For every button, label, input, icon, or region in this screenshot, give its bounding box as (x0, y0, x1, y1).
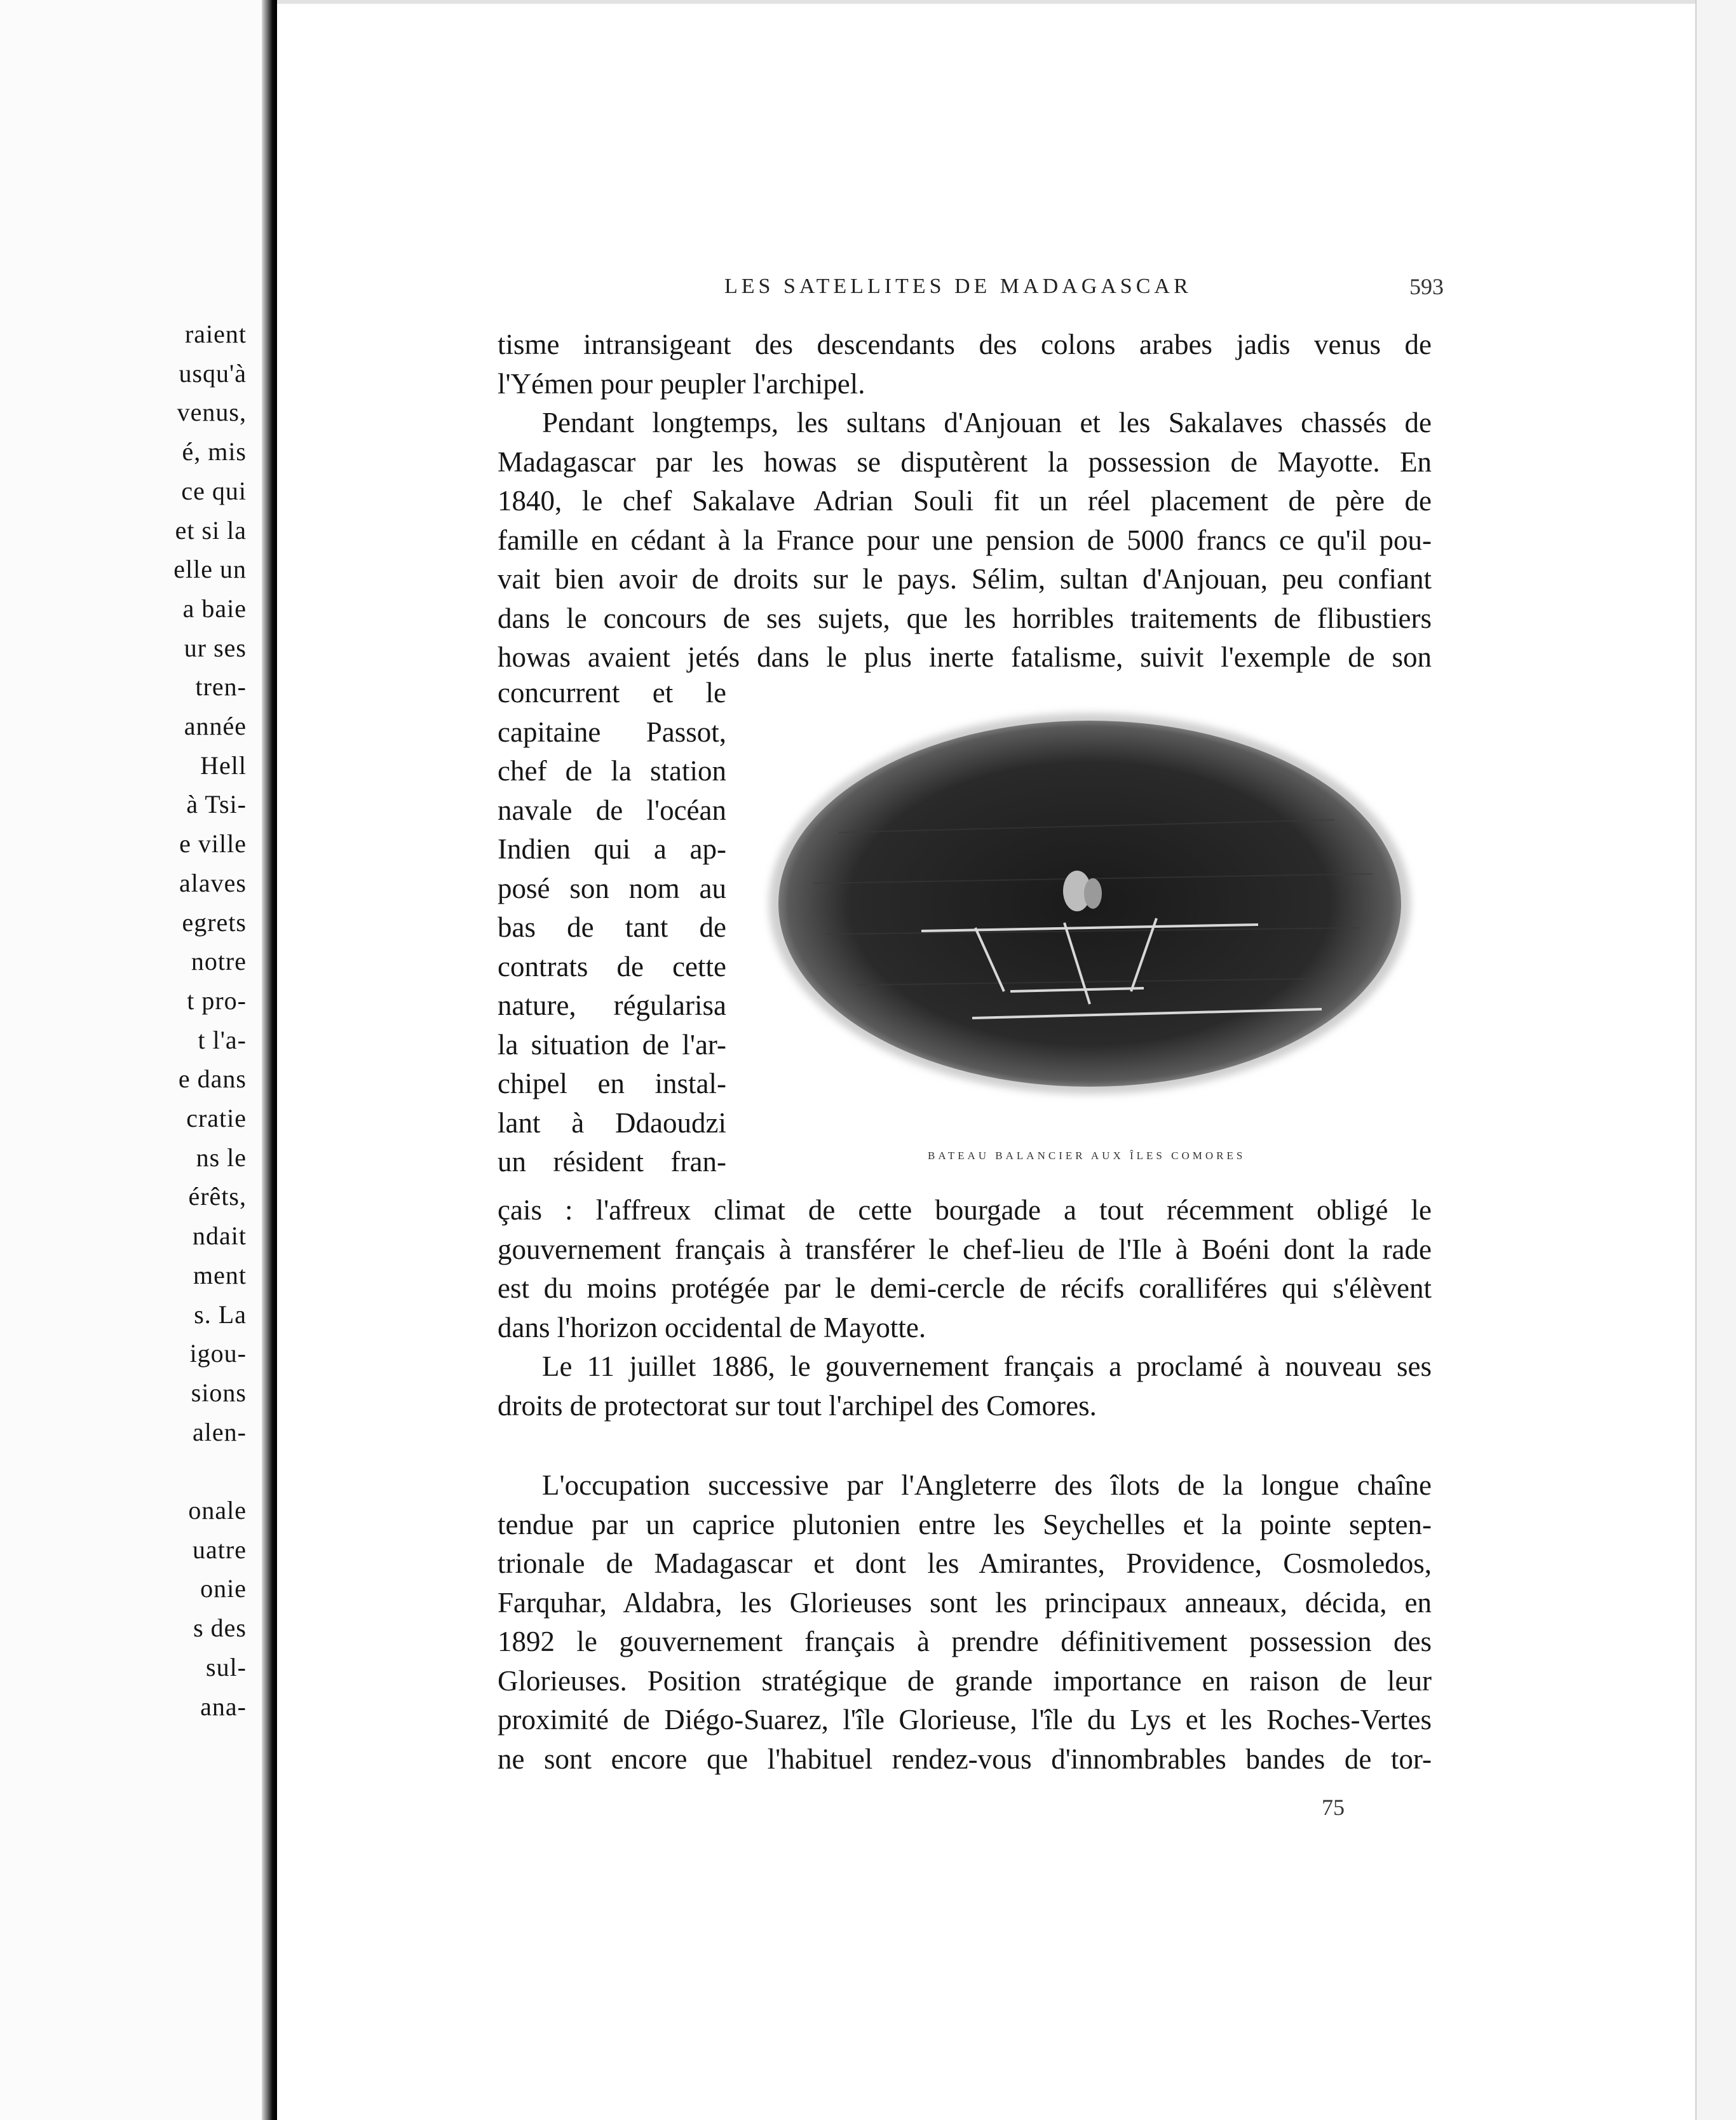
text-line: l'Yémen pour peupler l'archipel. (498, 367, 865, 400)
text-line: ne sont encore que l'habituel rendez-vous d'innombrables bandes de tor- (498, 1743, 1432, 1775)
left-page-line: onie (200, 1574, 247, 1603)
left-page-line: ment (193, 1260, 247, 1289)
text-line: bas de tant de (498, 911, 726, 943)
left-page-line: a baie (182, 594, 247, 623)
left-page-line: alen- (193, 1417, 247, 1446)
text-line: chef de la station (498, 755, 726, 787)
page-number: 593 (1409, 274, 1444, 299)
text-line: la situation de l'ar- (498, 1028, 726, 1061)
text-line: L'occupation successive par l'Angleterre des îlots de la longue chaîne (542, 1469, 1432, 1501)
text-line: navale de l'océan (498, 794, 726, 826)
left-page-line: uatre (193, 1535, 247, 1564)
text-line: çais : l'affreux climat de cette bourgade a tout récemment obligé le (498, 1194, 1432, 1226)
left-page-line: ns le (196, 1143, 247, 1172)
left-page-line: alaves (179, 868, 247, 897)
right-page-edge (1695, 0, 1736, 2120)
left-page-line: ndait (193, 1221, 247, 1251)
text-line: nature, régularisa (498, 989, 726, 1021)
left-page-line: ur ses (184, 633, 247, 662)
left-page-line: e ville (179, 829, 247, 859)
left-page-line: notre (191, 947, 247, 976)
running-title: LES SATELLITES DE MADAGASCAR (724, 275, 1192, 298)
left-page-line: érêts, (188, 1182, 247, 1211)
left-page-line: s. La (194, 1300, 247, 1329)
left-page-line: onale (188, 1496, 247, 1525)
left-page-line: sul- (206, 1652, 247, 1682)
text-line: posé son nom au (498, 872, 726, 904)
left-page-line: usqu'à (179, 358, 247, 388)
text-line: un résident fran- (498, 1146, 726, 1178)
left-page-line: ana- (200, 1692, 247, 1721)
text-line: howas avaient jetés dans le plus inerte fatalisme, suivit l'exemple de son (498, 641, 1432, 673)
text-line: Farquhar, Aldabra, les Glorieuses sont les principaux anneaux, décida, en (498, 1586, 1432, 1619)
left-page-line: à Tsi- (186, 790, 247, 819)
left-page-line: é, mis (182, 437, 247, 466)
text-line: chipel en instal- (498, 1068, 726, 1099)
text-line: dans le concours de ses sujets, que les horribles traitements de flibustiers (498, 602, 1432, 634)
text-line: proximité de Diégo-Suarez, l'île Glorieuse, l'île du Lys et les Roches-Vertes (498, 1704, 1432, 1736)
left-page-line: igou- (189, 1339, 247, 1368)
left-page-line: cratie (186, 1104, 247, 1132)
text-line: concurrent et le (498, 677, 726, 709)
page-top-edge (277, 0, 1695, 4)
left-page-line: Hell (200, 751, 247, 780)
left-page-line: et si la (175, 515, 247, 545)
left-page-line: année (184, 712, 247, 740)
text-line: trionale de Madagascar et dont les Amirantes, Providence, Cosmoledos, (498, 1547, 1432, 1579)
figure-caption: BATEAU BALANCIER AUX ÎLES COMORES (928, 1150, 1246, 1162)
left-page-line: t l'a- (198, 1025, 247, 1054)
text-line: contrats de cette (498, 950, 726, 982)
text-line: dans l'horizon occidental de Mayotte. (498, 1311, 926, 1343)
text-line: Pendant longtemps, les sultans d'Anjouan et les Sakalaves chassés de (542, 407, 1432, 438)
text-line: Le 11 juillet 1886, le gouvernement français a proclamé à nouveau ses (542, 1350, 1432, 1382)
page-gutter (262, 0, 277, 2120)
text-line: vait bien avoir de droits sur le pays. Sélim, sultan d'Anjouan, peu confiant (498, 563, 1432, 595)
text-line: 1840, le chef Sakalave Adrian Souli fit un réel placement de père de (498, 485, 1432, 517)
left-page-line: ce qui (181, 476, 247, 505)
text-line: Madagascar par les howas se disputèrent la possession de Mayotte. En (498, 445, 1432, 478)
left-page-line: e dans (178, 1064, 247, 1094)
text-line: Indien qui a ap- (498, 833, 726, 865)
boat-photograph (763, 705, 1417, 1103)
left-page-line: elle un (173, 555, 247, 584)
left-page-line: tren- (195, 672, 247, 702)
text-line: Glorieuses. Position stratégique de grande importance en raison de leur (498, 1664, 1432, 1697)
left-page-line: egrets (182, 907, 247, 937)
left-page-line: t pro- (187, 986, 247, 1015)
text-line: capitaine Passot, (498, 716, 726, 748)
text-line: tisme intransigeant des descendants des colons arabes jadis venus de (498, 329, 1432, 360)
left-page-line: raient (184, 320, 247, 348)
text-line: famille en cédant à la France pour une pension de 5000 francs ce qu'il pou- (498, 524, 1432, 556)
left-page-line: s des (193, 1614, 247, 1643)
left-page-line: venus, (177, 398, 247, 427)
left-page-line: sions (191, 1378, 247, 1407)
text-line: droits de protectorat sur tout l'archipel des Comores. (498, 1389, 1097, 1422)
text-line: 1892 le gouvernement français à prendre définitivement possession des (498, 1626, 1432, 1657)
text-line: tendue par un caprice plutonien entre les Seychelles et la pointe septen- (498, 1508, 1432, 1540)
text-line: est du moins protégée par le demi-cercle de récifs coralliféres qui s'élèvent (498, 1272, 1432, 1304)
left-facing-page (0, 0, 269, 2120)
signature-number: 75 (1322, 1795, 1345, 1820)
text-line: lant à Ddaoudzi (498, 1106, 726, 1139)
text-line: gouvernement français à transférer le chef-lieu de l'Ile à Boéni dont la rade (498, 1233, 1432, 1265)
